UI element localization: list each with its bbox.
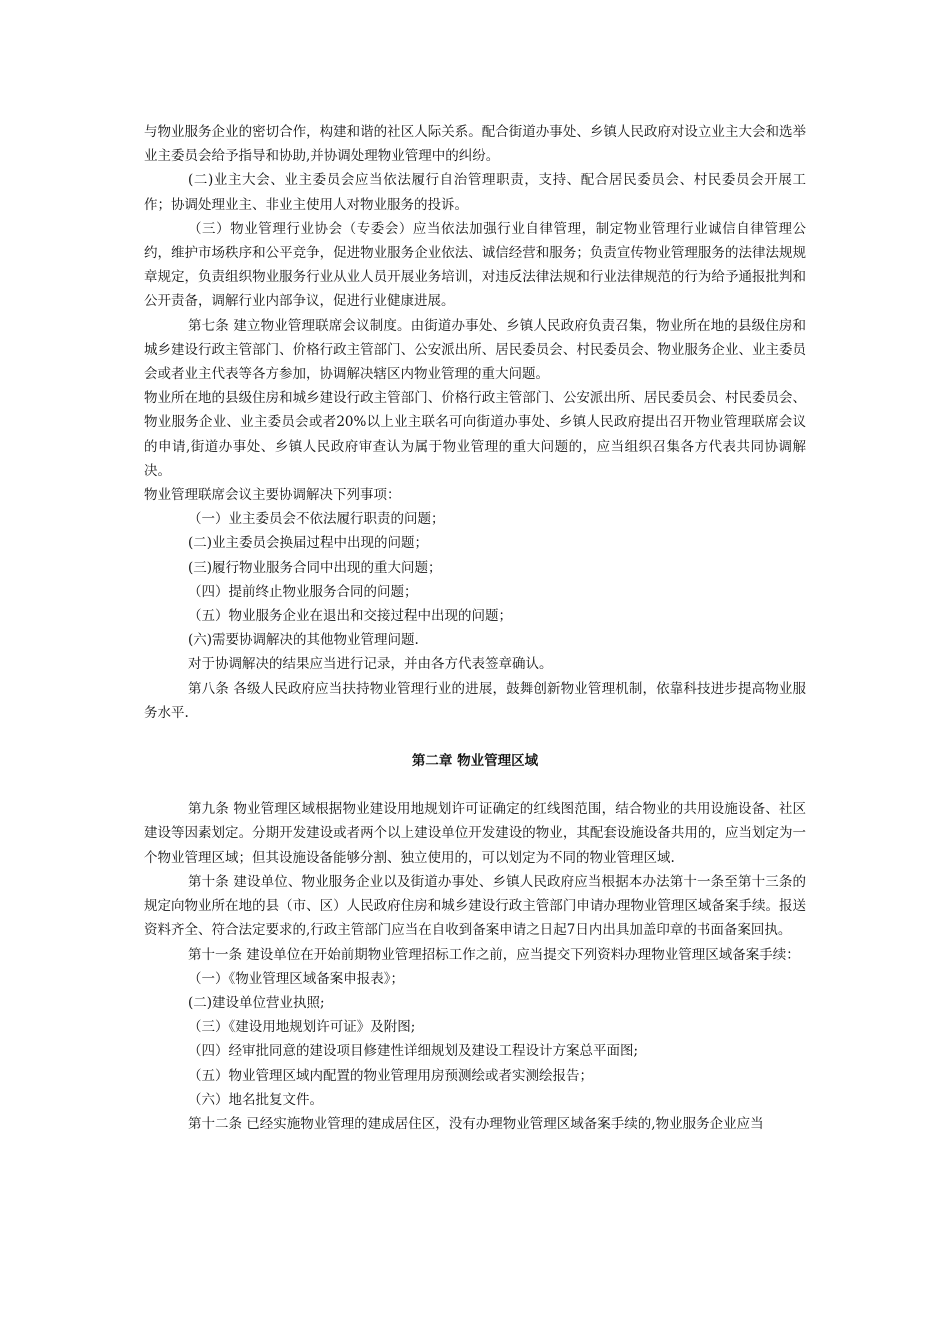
chapter-heading: 第二章 物业管理区域 bbox=[411, 753, 539, 770]
paragraph: （一）《物业管理区域备案申报表》； bbox=[188, 970, 404, 987]
section-after-heading bbox=[144, 797, 806, 1136]
paragraph: 第九条 物业管理区域根据物业建设用地规划许可证确定的红线图范围，结合物业的共用设施设备、社区建设等因素划定。分期开发建设或者两个以上建设单位开发建设的物业，其配套设施设备共用的，应当划定为一个物业管理区域；但其设施设备能够分割、独立使用的，可以划定为不同的物业管理区域. bbox=[144, 801, 806, 866]
paragraph: 与物业服务企业的密切合作，构建和谐的社区人际关系。配合街道办事处、乡镇人民政府对设立业主大会和选举业主委员会给予指导和协助,并协调处理物业管理中的纠纷。 bbox=[144, 124, 806, 165]
paragraph: (二)业主委员会换届过程中出现的问题； bbox=[188, 535, 429, 552]
paragraph: (三)履行物业服务合同中出现的重大问题； bbox=[188, 559, 442, 576]
paragraph: (二)业主大会、业主委员会应当依法履行自治管理职责，支持、配合居民委员会、村民委员会开展工作；协调处理业主、非业主使用人对物业服务的投诉。 bbox=[144, 172, 806, 213]
paragraph: （四）经审批同意的建设项目修建性详细规划及建设工程设计方案总平面图; bbox=[188, 1043, 639, 1060]
paragraph: （五）物业服务企业在退出和交接过程中出现的问题； bbox=[188, 608, 512, 625]
paragraph: （五）物业管理区域内配置的物业管理用房预测绘或者实测绘报告； bbox=[188, 1067, 593, 1084]
paragraph: （三）《建设用地规划许可证》及附图; bbox=[188, 1019, 416, 1036]
paragraph: 第七条 建立物业管理联席会议制度。由街道办事处、乡镇人民政府负责召集，物业所在地的县级住房和城乡建设行政主管部门、价格行政主管部门、公安派出所、居民委员会、村民委员会、物业服务企业、业主委员会或者业主代表等各方参加，协调解决辖区内物业管理的重大问题。 bbox=[144, 317, 806, 383]
section-before-heading bbox=[144, 120, 806, 725]
paragraph: (二)建设单位营业执照; bbox=[188, 994, 325, 1011]
document-page bbox=[144, 120, 806, 1136]
paragraph: （四）提前终止物业服务合同的问题； bbox=[188, 583, 418, 600]
paragraph: 物业管理联席会议主要协调解决下列事项： bbox=[144, 487, 401, 504]
paragraph: 第十条 建设单位、物业服务企业以及街道办事处、乡镇人民政府应当根据本办法第十一条至第十三条的规定向物业所在地的县（市、区）人民政府住房和城乡建设行政主管部门申请办理物业管理区域备案手续。报送资料齐全、符合法定要求的,行政主管部门应当在自收到备案申请之日起7日内出具加盖印章的书面备案回执。 bbox=[144, 873, 806, 939]
paragraph: 对于协调解决的结果应当进行记录，并由各方代表签章确认。 bbox=[188, 656, 553, 673]
paragraph: (六)需要协调解决的其他物业管理问题. bbox=[188, 632, 419, 649]
paragraph: 第八条 各级人民政府应当扶持物业管理行业的进展，鼓舞创新物业管理机制，依靠科技进步提高物业服务水平. bbox=[144, 680, 806, 721]
paragraph: 物业所在地的县级住房和城乡建设行政主管部门、价格行政主管部门、公安派出所、居民委员会、村民委员会、物业服务企业、业主委员会或者20%以上业主联名可向街道办事处、乡镇人民政府提出召开物业管理联席会议的申请,街道办事处、乡镇人民政府审查认为属于物业管理的重大问题的，应当组织召集各方代表共同协调解决。 bbox=[144, 390, 806, 479]
paragraph: （六）地名批复文件。 bbox=[188, 1091, 323, 1108]
paragraph: （一）业主委员会不依法履行职责的问题； bbox=[188, 511, 445, 528]
paragraph: 第十一条 建设单位在开始前期物业管理招标工作之前，应当提交下列资料办理物业管理区域备案手续： bbox=[188, 946, 800, 963]
paragraph: 第十二条 已经实施物业管理的建成居住区，没有办理物业管理区域备案手续的,物业服务企业应当 bbox=[188, 1115, 764, 1132]
paragraph: （三）物业管理行业协会（专委会）应当依法加强行业自律管理，制定物业管理行业诚信自律管理公约，维护市场秩序和公平竞争，促进物业服务企业依法、诚信经营和服务；负责宣传物业管理服务的法律法规规章规定，负责组织物业服务行业从业人员开展业务培训，对违反法律法规和行业法律规范的行为给予通报批判和公开责备，调解行业内部争议，促进行业健康进展。 bbox=[144, 220, 806, 310]
